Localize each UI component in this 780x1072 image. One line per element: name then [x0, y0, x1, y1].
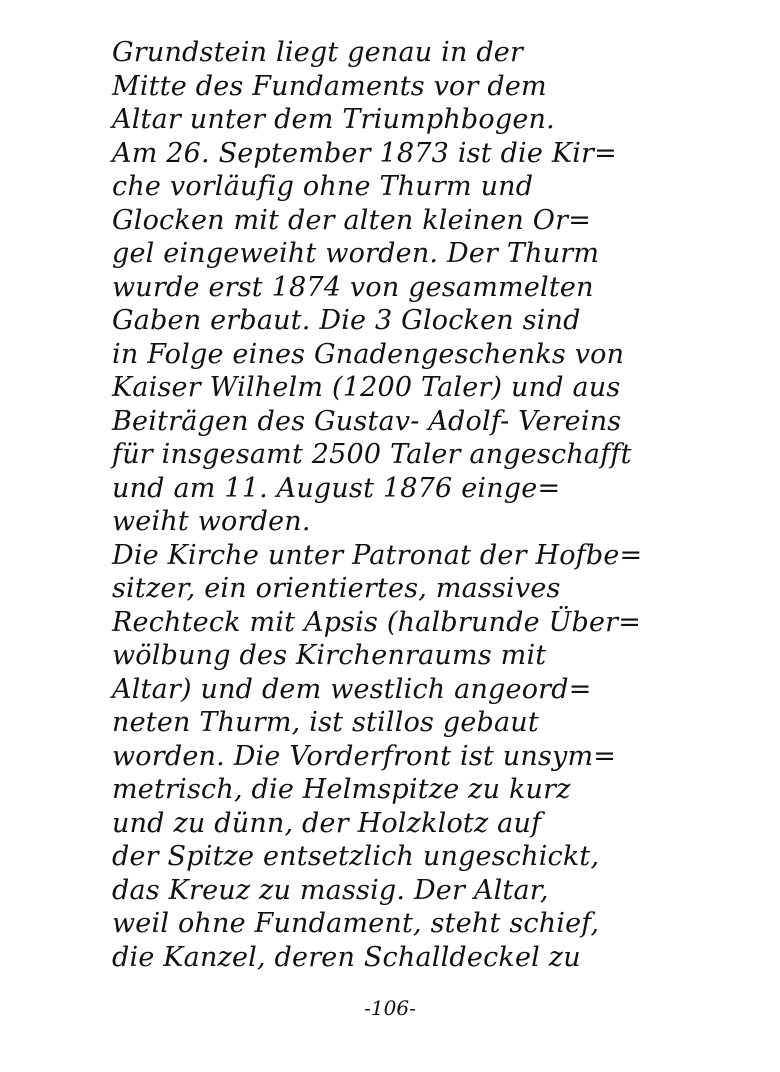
text-line: Mitte des Fundaments vor dem: [112, 70, 547, 102]
text-line: che vorläufig ohne Thurm und: [112, 171, 534, 202]
text-line: und zu dünn, der Holzklotz auf: [112, 807, 542, 839]
text-line: in Folge eines Gnadengeschenks von: [112, 338, 625, 370]
handwritten-text-block: [112, 36, 752, 974]
text-line: Altar unter dem Triumphbogen.: [112, 104, 555, 135]
text-line: für insgesamt 2500 Taler angeschafft: [112, 439, 632, 470]
page-number: -106-: [364, 996, 416, 1020]
text-line: wölbung des Kirchenraums mit: [112, 640, 547, 671]
text-line: Rechteck mit Apsis (halbrunde Über=: [112, 606, 642, 638]
text-line: Altar) und dem westlich angeord=: [112, 673, 592, 705]
text-line: sitzer, ein orientiertes, massives: [112, 573, 561, 604]
text-line: Beiträgen des Gustav- Adolf- Vereins: [112, 405, 622, 437]
text-line: Grundstein liegt genau in der: [112, 37, 524, 68]
text-line: gel eingeweiht worden. Der Thurm: [112, 238, 600, 269]
text-line: das Kreuz zu massig. Der Altar,: [112, 874, 549, 906]
text-line: metrisch, die Helmspitze zu kurz: [112, 774, 571, 805]
text-line: und am 11. August 1876 einge=: [112, 472, 561, 504]
text-line: wurde erst 1874 von gesammelten: [112, 271, 594, 303]
text-line: neten Thurm, ist stillos gebaut: [112, 707, 539, 738]
text-line: Gaben erbaut. Die 3 Glocken sind: [112, 305, 581, 336]
text-line: weiht worden.: [112, 506, 311, 537]
text-line: weil ohne Fundament, steht schief,: [112, 908, 600, 939]
text-line: worden. Die Vorderfront ist unsym=: [112, 740, 617, 772]
text-line: der Spitze entsetzlich ungeschickt,: [112, 841, 600, 872]
text-line: Die Kirche unter Patronat der Hofbe=: [112, 539, 643, 571]
text-line: die Kanzel, deren Schalldeckel zu: [112, 941, 581, 973]
text-line: Glocken mit der alten kleinen Or=: [112, 204, 592, 236]
text-line: Am 26. September 1873 ist die Kir=: [112, 137, 617, 169]
text-line: Kaiser Wilhelm (1200 Taler) und aus: [112, 372, 621, 403]
